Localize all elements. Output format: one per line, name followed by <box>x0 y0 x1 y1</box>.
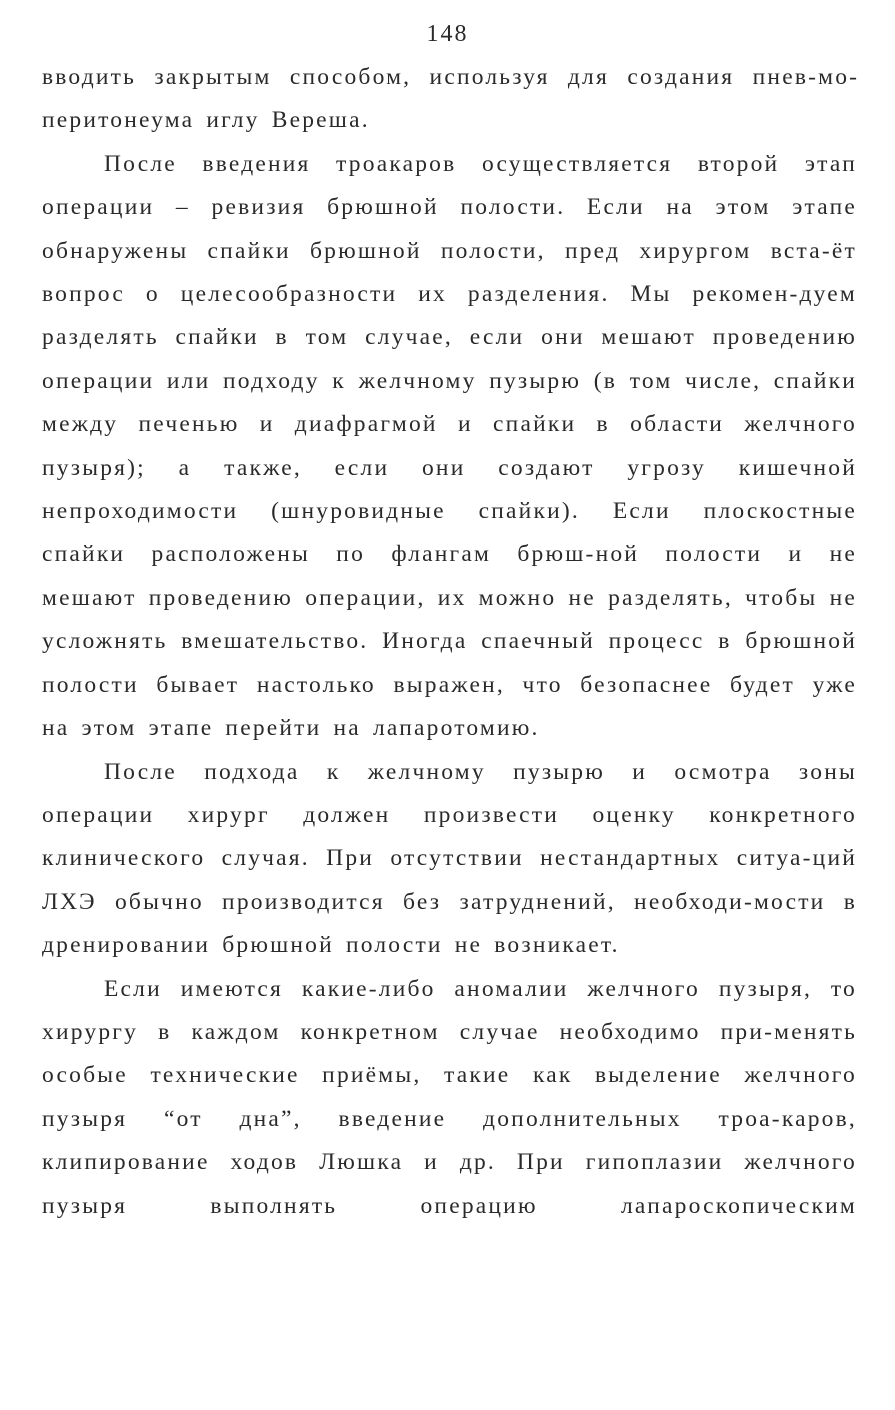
paragraph-3: После подхода к желчному пузырю и осмотра зоны операции хирург должен произвести оценку конкретного клинического случая. При отсутствии нестандартных ситуа-ций ЛХЭ обычно производится без затруднений, необходи-мости в дренировании брюшной полости не возникает. <box>42 758 857 959</box>
page-number: 148 <box>426 21 469 47</box>
paragraph-1: вводить закрытым способом, используя для создания пнев-моперитонеума иглу Вереша. <box>42 64 857 134</box>
paragraph-2: После введения троакаров осуществляется второй этап операции – ревизия брюшной полости. Если на этом этапе обнаружены спайки брюшной полости, пред хирургом вста-ёт вопрос о целесообразности их разделения. Мы рекомен-дуем разделять спайки в том случае, если они мешают проведению операции или подходу к желчному пузырю (в том числе, спайки между печенью и диафрагмой и спайки в области желчного пузыря); а также, если они создают угрозу кишечной непроходимости (шнуровидные спайки). Если плоскостные спайки расположены по флангам брюш-ной полости и не мешают проведению операции, их можно не разделять, чтобы не усложнять вмешательство. Иногда спаечный процесс в брюшной полости бывает настолько выражен, что безопаснее будет уже на этом этапе перейти на лапаротомию. <box>42 150 857 742</box>
body-text <box>42 56 857 1228</box>
paragraph-4: Если имеются какие-либо аномалии желчного пузыря, то хирургу в каждом конкретном случае необходимо при-менять особые технические приёмы, такие как выделение желчного пузыря “от дна”, введение дополнительных троа-каров, клипирование ходов Люшка и др. При гипоплазии желчного пузыря выполнять операцию лапароскопическим <box>42 975 857 1219</box>
